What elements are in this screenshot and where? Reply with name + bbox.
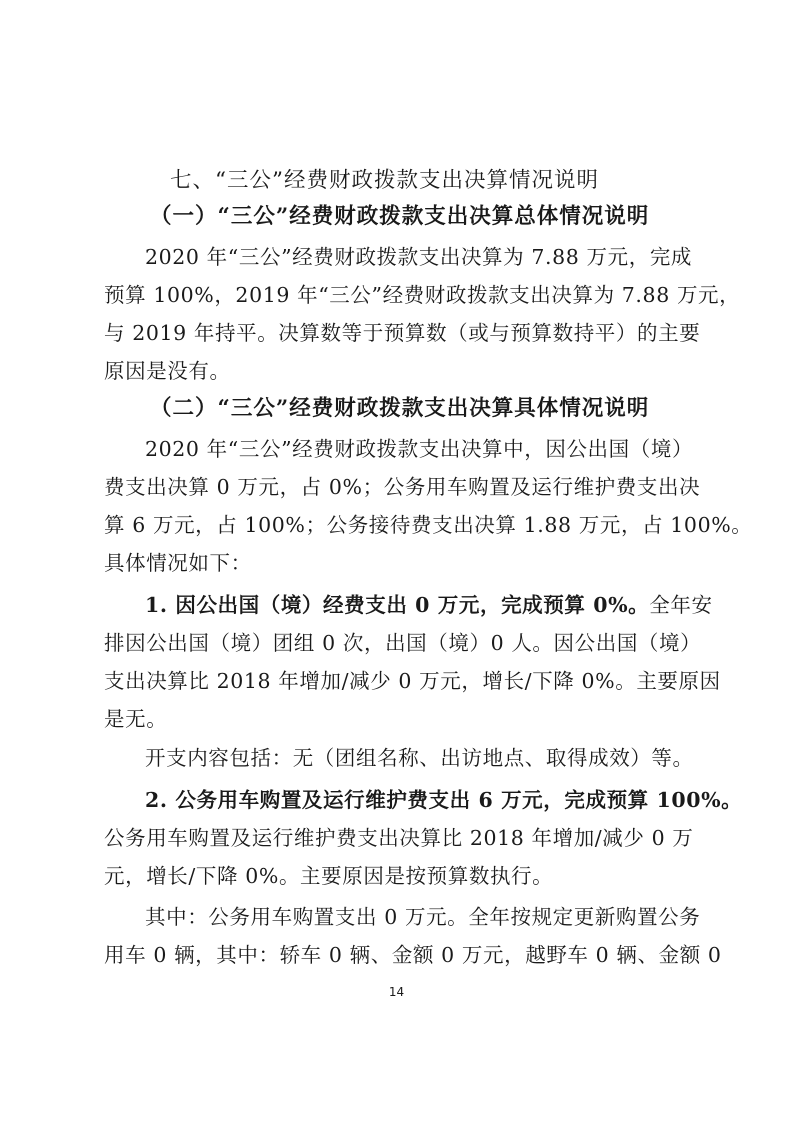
item1-heading-continuation: 全年安 — [649, 593, 713, 617]
paragraph-line: 公务用车购置及运行维护费支出决算比 2018 年增加/减少 0 万 — [104, 826, 694, 850]
item1-heading: 1. 因公出国（境）经费支出 0 万元，完成预算 0%。 — [145, 593, 650, 617]
paragraph-line: 2020 年“三公”经费财政拨款支出决算中，因公出国（境） — [145, 437, 694, 461]
page-number: 14 — [388, 985, 405, 999]
item1-first-line — [145, 590, 713, 620]
section-title: 七、“三公”经费财政拨款支出决算情况说明 — [170, 168, 599, 193]
paragraph-line: 是无。 — [104, 707, 168, 731]
paragraph-line: 费支出决算 0 万元，占 0%；公务用车购置及运行维护费支出决 — [104, 475, 701, 499]
paragraph-line: 支出决算比 2018 年增加/减少 0 万元，增长/下降 0%。主要原因 — [104, 669, 721, 693]
paragraph-line: 用车 0 辆，其中：轿车 0 辆、金额 0 万元，越野车 0 辆、金额 0 — [104, 943, 722, 967]
paragraph-line: 其中：公务用车购置支出 0 万元。全年按规定更新购置公务 — [145, 905, 701, 929]
subsection-title-details: （二）“三公”经费财政拨款支出决算具体情况说明 — [150, 396, 650, 421]
paragraph-line: 具体情况如下： — [104, 551, 252, 575]
paragraph-line: 预算 100%，2019 年“三公”经费财政拨款支出决算为 7.88 万元， — [104, 283, 741, 307]
item2-heading: 2. 公务用车购置及运行维护费支出 6 万元，完成预算 100%。 — [145, 788, 743, 812]
paragraph-line: 排因公出国（境）团组 0 次，出国（境）0 人。因公出国（境） — [104, 631, 702, 655]
paragraph-line: 与 2019 年持平。决算数等于预算数（或与预算数持平）的主要 — [104, 321, 701, 345]
subsection-title-overall: （一）“三公”经费财政拨款支出决算总体情况说明 — [150, 204, 650, 229]
paragraph-line: 2020 年“三公”经费财政拨款支出决算为 7.88 万元，完成 — [145, 245, 693, 269]
paragraph-line: 算 6 万元，占 100%；公务接待费支出决算 1.88 万元，占 100%。 — [104, 513, 753, 537]
paragraph-line: 原因是没有。 — [104, 359, 231, 383]
expense-content-paragraph: 开支内容包括：无（团组名称、出访地点、取得成效）等。 — [145, 746, 694, 770]
paragraph-line: 元，增长/下降 0%。主要原因是按预算数执行。 — [104, 864, 554, 888]
